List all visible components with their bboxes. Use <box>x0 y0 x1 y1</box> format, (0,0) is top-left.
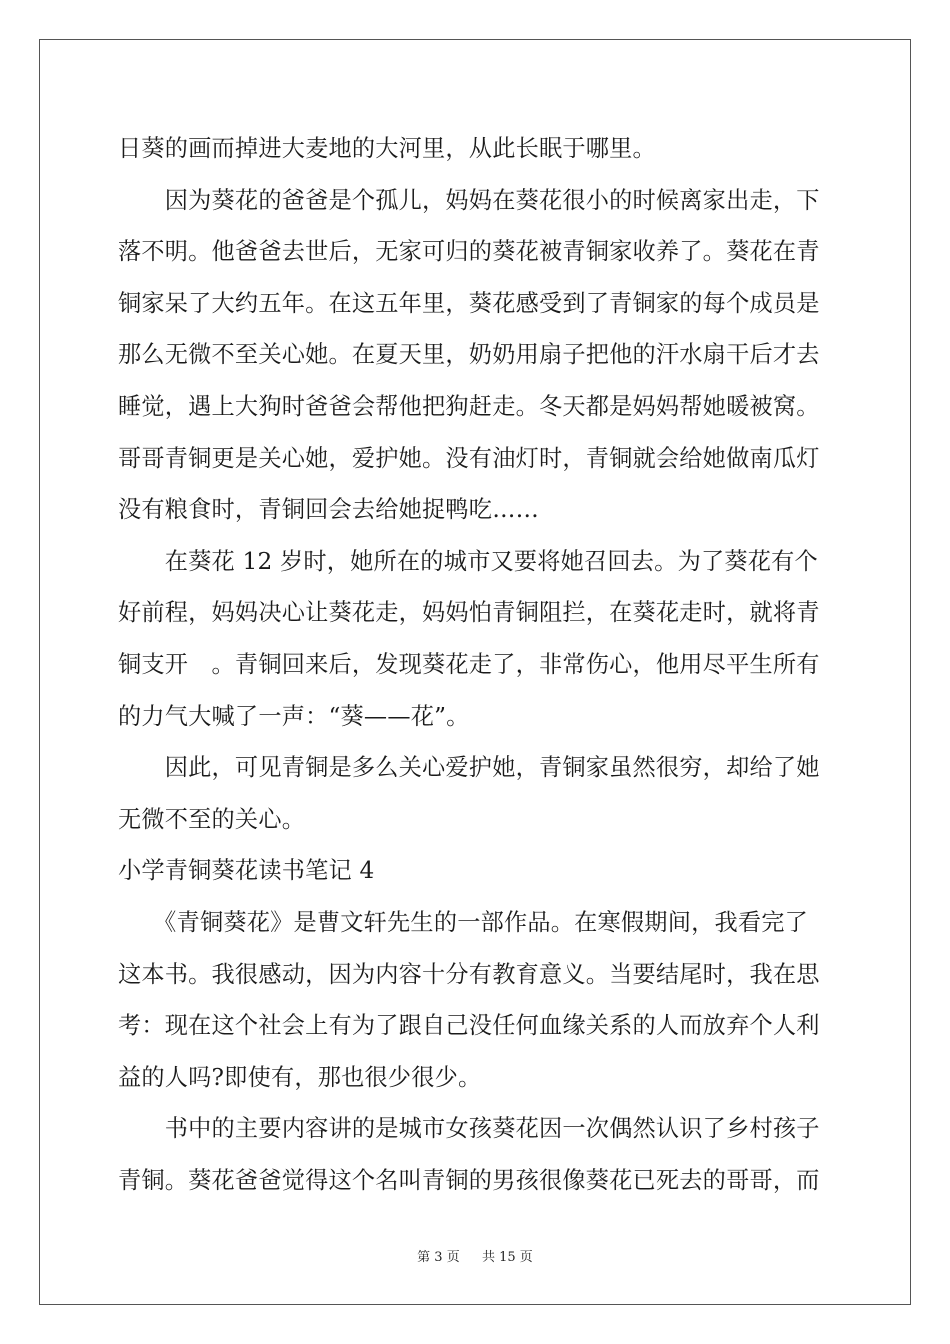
text-line: 那么无微不至关心她。在夏天里，奶奶用扇子把他的汗水扇干后才去 <box>118 341 820 369</box>
text-line: 青铜。葵花爸爸觉得这个名叫青铜的男孩很像葵花已死去的哥哥，而 <box>118 1166 820 1194</box>
text-line: 的力气大喊了一声：“葵——花”。 <box>118 702 470 730</box>
text-line: 因此，可见青铜是多么关心爱护她，青铜家虽然很穷，却给了她 <box>118 754 820 782</box>
page-number: 第 3 页 <box>417 1250 460 1265</box>
text-line: 益的人吗?即使有，那也很少很少。 <box>118 1063 482 1091</box>
document-body <box>118 123 833 1206</box>
section-heading: 小学青铜葵花读书笔记 4 <box>118 857 375 885</box>
page-footer <box>0 1246 950 1265</box>
text-line: 这本书。我很感动，因为内容十分有教育意义。当要结尾时，我在思 <box>118 960 820 988</box>
text-line: 铜支开 。青铜回来后，发现葵花走了，非常伤心，他用尽平生所有 <box>118 650 820 678</box>
text-line: 落不明。他爸爸去世后，无家可归的葵花被青铜家收养了。葵花在青 <box>118 238 820 266</box>
text-line: 哥哥青铜更是关心她，爱护她。没有油灯时，青铜就会给她做南瓜灯 <box>118 444 820 472</box>
text-line: 日葵的画而掉进大麦地的大河里，从此长眠于哪里。 <box>118 135 656 162</box>
text-line: 好前程，妈妈决心让葵花走，妈妈怕青铜阻拦，在葵花走时，就将青 <box>118 599 820 627</box>
text-line: 因为葵花的爸爸是个孤儿，妈妈在葵花很小的时候离家出走，下 <box>118 186 820 214</box>
text-line: 睡觉，遇上大狗时爸爸会帮他把狗赶走。冬天都是妈妈帮她暖被窝。 <box>118 392 820 420</box>
text-line: 在葵花 12 岁时，她所在的城市又要将她召回去。为了葵花有个 <box>118 547 818 575</box>
text-line: 铜家呆了大约五年。在这五年里，葵花感受到了青铜家的每个成员是 <box>118 289 820 317</box>
page-total: 共 15 页 <box>482 1250 533 1265</box>
text-line: 考：现在这个社会上有为了跟自己没任何血缘关系的人而放弃个人利 <box>118 1012 820 1040</box>
text-line: 书中的主要内容讲的是城市女孩葵花因一次偶然认识了乡村孩子 <box>118 1115 820 1143</box>
text-line: 没有粮食时，青铜回会去给她捉鸭吃…… <box>118 496 539 524</box>
text-line: 《青铜葵花》是曹文轩先生的一部作品。在寒假期间，我看完了 <box>118 908 809 936</box>
text-line: 无微不至的关心。 <box>118 805 306 833</box>
